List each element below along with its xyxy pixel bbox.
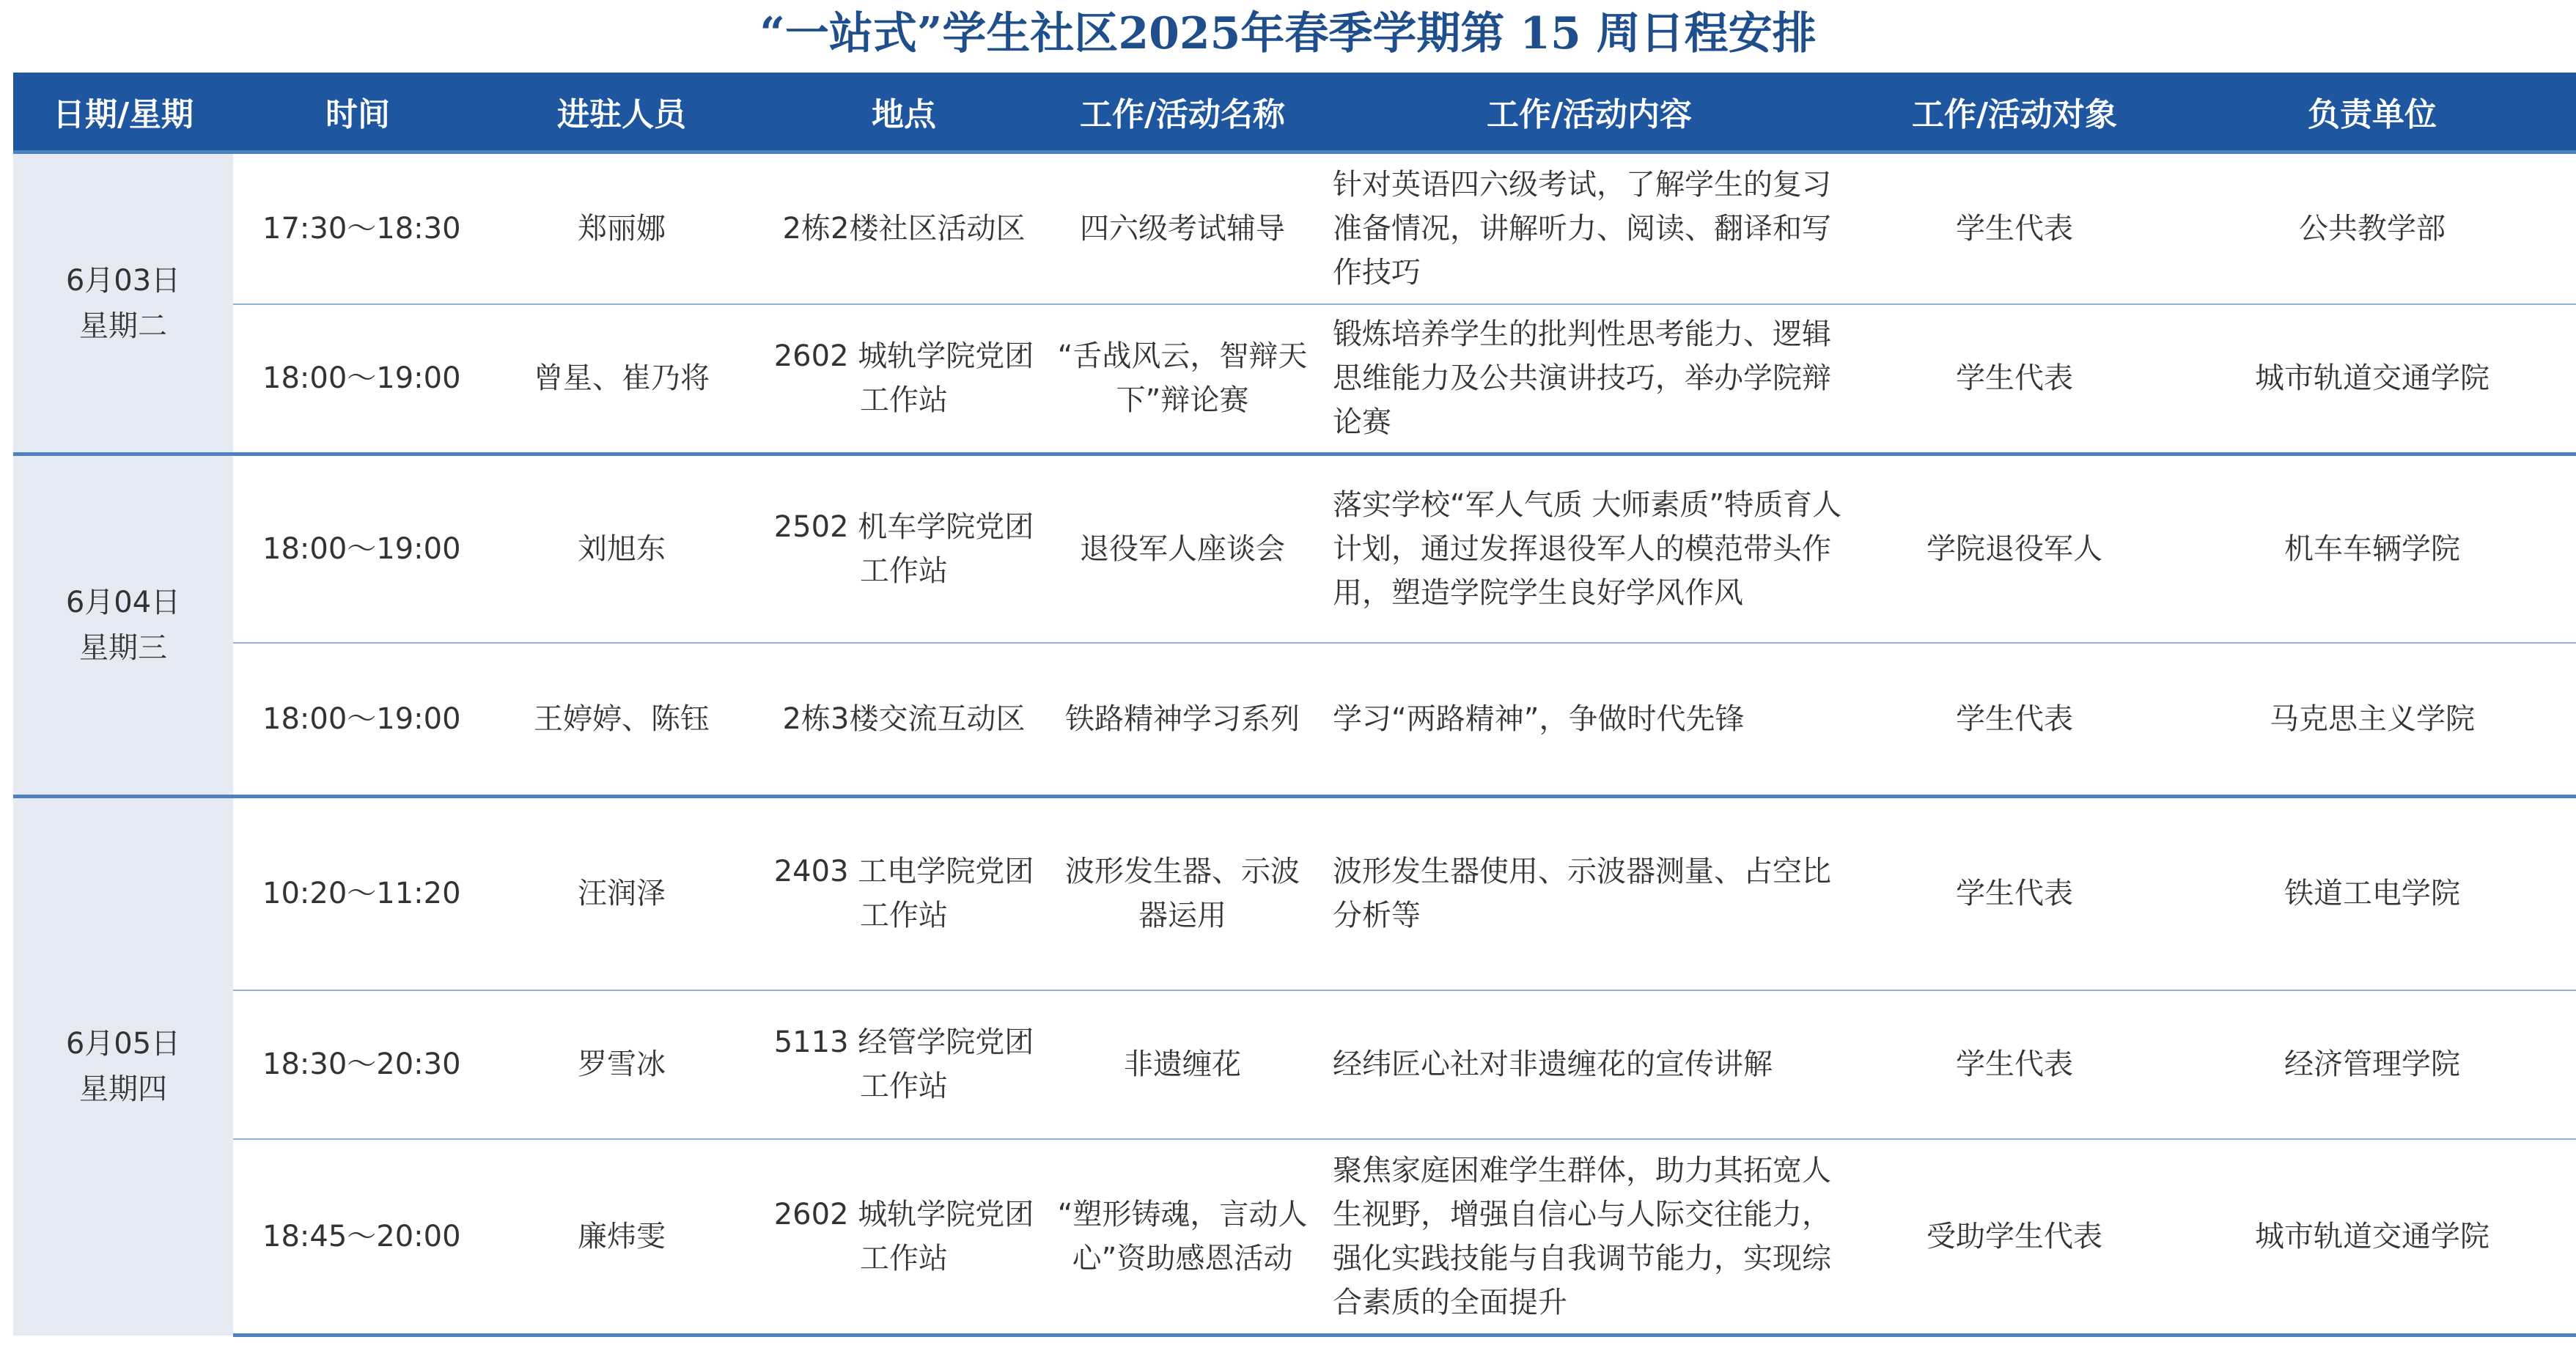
time-cell: 17:30～18:30 [233, 152, 482, 304]
date-text: 6月04日 [65, 586, 181, 619]
target-cell: 受助学生代表 [1861, 1139, 2168, 1336]
unit-cell: 经济管理学院 [2168, 990, 2576, 1139]
target-cell: 学院退役军人 [1861, 454, 2168, 643]
location-cell: 2栋2楼社区活动区 [761, 152, 1047, 304]
unit-cell: 铁道工电学院 [2168, 797, 2576, 990]
activity-name-cell: 退役军人座谈会 [1047, 454, 1318, 643]
activity-name-cell: 非遗缠花 [1047, 990, 1318, 1139]
table-row [13, 1139, 2576, 1336]
staff-cell: 罗雪冰 [482, 990, 761, 1139]
target-cell: 学生代表 [1861, 152, 2168, 304]
activity-name-cell: “舌战风云，智辩天下”辩论赛 [1047, 304, 1318, 454]
table-row [13, 304, 2576, 454]
schedule-table [13, 73, 2576, 1337]
table-row [13, 797, 2576, 990]
activity-content-cell: 经纬匠心社对非遗缠花的宣传讲解 [1318, 990, 1861, 1139]
page-title: “一站式”学生社区2025年春季学期第 15 周日程安排 [759, 8, 1817, 59]
activity-content-cell: 落实学校“军人气质 大师素质”特质育人计划，通过发挥退役军人的模范带头作用，塑造学院学生良好学风作风 [1318, 454, 1861, 643]
header-staff: 进驻人员 [482, 73, 761, 152]
location-cell: 2602 城轨学院党团工作站 [761, 1139, 1047, 1336]
header-location: 地点 [761, 73, 1047, 152]
table-row [13, 990, 2576, 1139]
activity-name-cell: “塑形铸魂，言动人心”资助感恩活动 [1047, 1139, 1318, 1336]
activity-content-cell: 学习“两路精神”，争做时代先锋 [1318, 643, 1861, 797]
time-cell: 18:00～19:00 [233, 454, 482, 643]
header-time: 时间 [233, 73, 482, 152]
date-cell [13, 152, 233, 454]
date-text: 6月03日 [65, 263, 181, 298]
target-cell: 学生代表 [1861, 643, 2168, 797]
table-row [13, 152, 2576, 304]
unit-cell: 城市轨道交通学院 [2168, 304, 2576, 454]
unit-cell: 机车车辆学院 [2168, 454, 2576, 643]
date-text: 6月05日 [65, 1027, 181, 1061]
activity-name-cell: 四六级考试辅导 [1047, 152, 1318, 304]
location-cell: 2602 城轨学院党团工作站 [761, 304, 1047, 454]
table-row [13, 454, 2576, 643]
header-unit: 负责单位 [2168, 73, 2576, 152]
date-cell [13, 454, 233, 797]
staff-cell: 汪润泽 [482, 797, 761, 990]
time-cell: 18:00～19:00 [233, 643, 482, 797]
staff-cell: 刘旭东 [482, 454, 761, 643]
location-cell: 5113 经管学院党团工作站 [761, 990, 1047, 1139]
staff-cell: 郑丽娜 [482, 152, 761, 304]
target-cell: 学生代表 [1861, 797, 2168, 990]
time-cell: 18:30～20:30 [233, 990, 482, 1139]
target-cell: 学生代表 [1861, 304, 2168, 454]
time-cell: 10:20～11:20 [233, 797, 482, 990]
staff-cell: 廉炜雯 [482, 1139, 761, 1336]
activity-name-cell: 铁路精神学习系列 [1047, 643, 1318, 797]
activity-content-cell: 锻炼培养学生的批判性思考能力、逻辑思维能力及公共演讲技巧，举办学院辩论赛 [1318, 304, 1861, 454]
target-cell: 学生代表 [1861, 990, 2168, 1139]
staff-cell: 曾星、崔乃将 [482, 304, 761, 454]
activity-name-cell: 波形发生器、示波器运用 [1047, 797, 1318, 990]
table-row [13, 643, 2576, 797]
location-cell: 2502 机车学院党团工作站 [761, 454, 1047, 643]
header-target: 工作/活动对象 [1861, 73, 2168, 152]
header-row [13, 73, 2576, 152]
staff-cell: 王婷婷、陈钰 [482, 643, 761, 797]
date-cell [13, 797, 233, 1336]
weekday-text: 星期四 [79, 1072, 167, 1107]
activity-content-cell: 波形发生器使用、示波器测量、占空比分析等 [1318, 797, 1861, 990]
header-activity-name: 工作/活动名称 [1047, 73, 1318, 152]
activity-content-cell: 针对英语四六级考试，了解学生的复习准备情况，讲解听力、阅读、翻译和写作技巧 [1318, 152, 1861, 304]
activity-content-cell: 聚焦家庭困难学生群体，助力其拓宽人生视野，增强自信心与人际交往能力，强化实践技能与自我调节能力，实现综合素质的全面提升 [1318, 1139, 1861, 1336]
header-date: 日期/星期 [13, 73, 233, 152]
weekday-text: 星期二 [79, 309, 167, 343]
unit-cell: 马克思主义学院 [2168, 643, 2576, 797]
time-cell: 18:45～20:00 [233, 1139, 482, 1336]
time-cell: 18:00～19:00 [233, 304, 482, 454]
unit-cell: 城市轨道交通学院 [2168, 1139, 2576, 1336]
unit-cell: 公共教学部 [2168, 152, 2576, 304]
header-activity-content: 工作/活动内容 [1318, 73, 1861, 152]
location-cell: 2栋3楼交流互动区 [761, 643, 1047, 797]
schedule-table-container [13, 73, 2576, 1337]
weekday-text: 星期三 [79, 631, 167, 665]
location-cell: 2403 工电学院党团工作站 [761, 797, 1047, 990]
